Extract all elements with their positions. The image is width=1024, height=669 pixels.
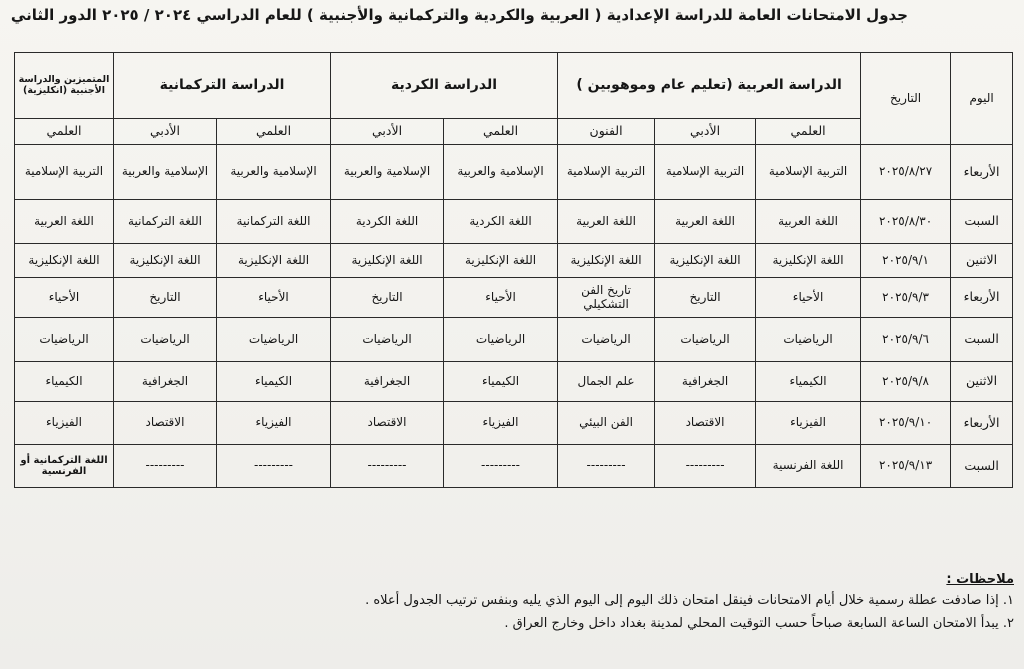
day-cell: السبت	[951, 200, 1013, 244]
subject-cell: الفيزياء	[756, 402, 861, 445]
subject-cell: الرياضيات	[331, 318, 444, 362]
subject-cell: الفيزياء	[444, 402, 558, 445]
subject-cell: ---------	[331, 445, 444, 488]
subject-cell: ---------	[217, 445, 331, 488]
subject-cell: ---------	[114, 445, 217, 488]
subject-cell: الأحياء	[756, 278, 861, 318]
subject-cell: اللغة العربية	[655, 200, 756, 244]
table-row	[15, 445, 1013, 488]
subject-cell: الأحياء	[217, 278, 331, 318]
subject-cell: الفيزياء	[217, 402, 331, 445]
header-day: اليوم	[951, 53, 1013, 145]
subject-cell: اللغة الإنكليزية	[15, 244, 114, 278]
subject-cell: الاقتصاد	[114, 402, 217, 445]
date-cell: ٢٠٢٥/٩/١	[861, 244, 951, 278]
table-row	[15, 362, 1013, 402]
day-cell: الأربعاء	[951, 145, 1013, 200]
branch-header: الأدبي	[114, 119, 217, 145]
date-cell: ٢٠٢٥/٨/٢٧	[861, 145, 951, 200]
subject-cell: اللغة الإنكليزية	[444, 244, 558, 278]
branch-header: العلمي	[15, 119, 114, 145]
subject-cell: اللغة الإنكليزية	[655, 244, 756, 278]
subject-cell: الفيزياء	[15, 402, 114, 445]
branch-header: العلمي	[444, 119, 558, 145]
subject-cell: الإسلامية والعربية	[217, 145, 331, 200]
branch-header: العلمي	[217, 119, 331, 145]
table-row	[15, 200, 1013, 244]
exam-schedule-table	[14, 52, 1013, 488]
subject-cell: تاريخ الفن التشكيلي	[558, 278, 655, 318]
day-cell: الاثنين	[951, 362, 1013, 402]
subject-cell: الجغرافية	[655, 362, 756, 402]
page-title: جدول الامتحانات العامة للدراسة الإعدادية ( العربية والكردية والتركمانية والأجنبية ) للعام الدراسي ٢٠٢٤ / ٢٠٢٥ الدور الثاني	[10, 6, 908, 24]
subject-cell: اللغة الإنكليزية	[331, 244, 444, 278]
table-row	[15, 244, 1013, 278]
branch-header: العلمي	[756, 119, 861, 145]
day-cell: السبت	[951, 318, 1013, 362]
header-turkmen-group: الدراسة التركمانية	[114, 53, 331, 119]
branch-header: الفنون	[558, 119, 655, 145]
table-row	[15, 318, 1013, 362]
header-kurdish-group: الدراسة الكردية	[331, 53, 558, 119]
day-cell: الاثنين	[951, 244, 1013, 278]
table-row	[15, 402, 1013, 445]
subject-cell: اللغة العربية	[558, 200, 655, 244]
subject-cell: الكيمياء	[444, 362, 558, 402]
subject-cell: الأحياء	[15, 278, 114, 318]
subject-cell: الفن البيئي	[558, 402, 655, 445]
notes-section	[20, 572, 1014, 639]
subject-cell: التربية الإسلامية	[558, 145, 655, 200]
subject-cell: ---------	[444, 445, 558, 488]
subject-cell: ---------	[655, 445, 756, 488]
date-cell: ٢٠٢٥/٨/٣٠	[861, 200, 951, 244]
subject-cell: التاريخ	[655, 278, 756, 318]
subject-cell: اللغة التركمانية أو الفرنسية	[15, 445, 114, 488]
subject-cell: اللغة العربية	[15, 200, 114, 244]
date-cell: ٢٠٢٥/٩/٣	[861, 278, 951, 318]
subject-cell: الجغرافية	[331, 362, 444, 402]
subject-cell: الرياضيات	[655, 318, 756, 362]
subject-cell: اللغة الإنكليزية	[756, 244, 861, 278]
subject-cell: الرياضيات	[217, 318, 331, 362]
subject-cell: اللغة العربية	[756, 200, 861, 244]
subject-cell: التربية الإسلامية	[15, 145, 114, 200]
subject-cell: اللغة التركمانية	[217, 200, 331, 244]
note-item: ٢. يبدأ الامتحان الساعة السابعة صباحاً حسب التوقيت المحلي لمدينة بغداد داخل وخارج العراق .	[504, 616, 1014, 631]
table-row	[15, 145, 1013, 200]
subject-cell: الرياضيات	[15, 318, 114, 362]
subject-cell: الرياضيات	[114, 318, 217, 362]
day-cell: السبت	[951, 445, 1013, 488]
subject-cell: اللغة الإنكليزية	[558, 244, 655, 278]
notes-title: ملاحظات :	[946, 572, 1014, 587]
date-cell: ٢٠٢٥/٩/١٣	[861, 445, 951, 488]
subject-cell: الإسلامية والعربية	[114, 145, 217, 200]
subject-cell: التربية الإسلامية	[756, 145, 861, 200]
note-item: ١. إذا صادفت عطلة رسمية خلال أيام الامتحانات فينقل امتحان ذلك اليوم إلى اليوم الذي يليه وبنفس ترتيب الجدول أعلاه .	[365, 593, 1014, 608]
subject-cell: اللغة الكردية	[444, 200, 558, 244]
subject-cell: الرياضيات	[558, 318, 655, 362]
subject-cell: علم الجمال	[558, 362, 655, 402]
subject-cell: اللغة الإنكليزية	[114, 244, 217, 278]
day-cell: الأربعاء	[951, 402, 1013, 445]
subject-cell: الإسلامية والعربية	[444, 145, 558, 200]
header-arabic-group: الدراسة العربية (تعليم عام وموهوبين )	[558, 53, 861, 119]
subject-cell: ---------	[558, 445, 655, 488]
subject-cell: اللغة التركمانية	[114, 200, 217, 244]
subject-cell: التاريخ	[331, 278, 444, 318]
date-cell: ٢٠٢٥/٩/٦	[861, 318, 951, 362]
subject-cell: الاقتصاد	[655, 402, 756, 445]
header-foreign-group: المتميزين والدراسة الأجنبية (انكليزية)	[15, 53, 114, 119]
branch-header: الأدبي	[331, 119, 444, 145]
subject-cell: اللغة الإنكليزية	[217, 244, 331, 278]
subject-cell: الإسلامية والعربية	[331, 145, 444, 200]
subject-cell: الاقتصاد	[331, 402, 444, 445]
day-cell: الأربعاء	[951, 278, 1013, 318]
header-date: التاريخ	[861, 53, 951, 145]
branch-header: الأدبي	[655, 119, 756, 145]
subject-cell: التاريخ	[114, 278, 217, 318]
subject-cell: التربية الإسلامية	[655, 145, 756, 200]
subject-cell: الرياضيات	[756, 318, 861, 362]
subject-cell: الكيمياء	[217, 362, 331, 402]
subject-cell: اللغة الكردية	[331, 200, 444, 244]
table-row	[15, 278, 1013, 318]
subject-cell: الرياضيات	[444, 318, 558, 362]
date-cell: ٢٠٢٥/٩/٨	[861, 362, 951, 402]
subject-cell: اللغة الفرنسية	[756, 445, 861, 488]
subject-cell: الكيمياء	[15, 362, 114, 402]
date-cell: ٢٠٢٥/٩/١٠	[861, 402, 951, 445]
subject-cell: الكيمياء	[756, 362, 861, 402]
subject-cell: الأحياء	[444, 278, 558, 318]
subject-cell: الجغرافية	[114, 362, 217, 402]
